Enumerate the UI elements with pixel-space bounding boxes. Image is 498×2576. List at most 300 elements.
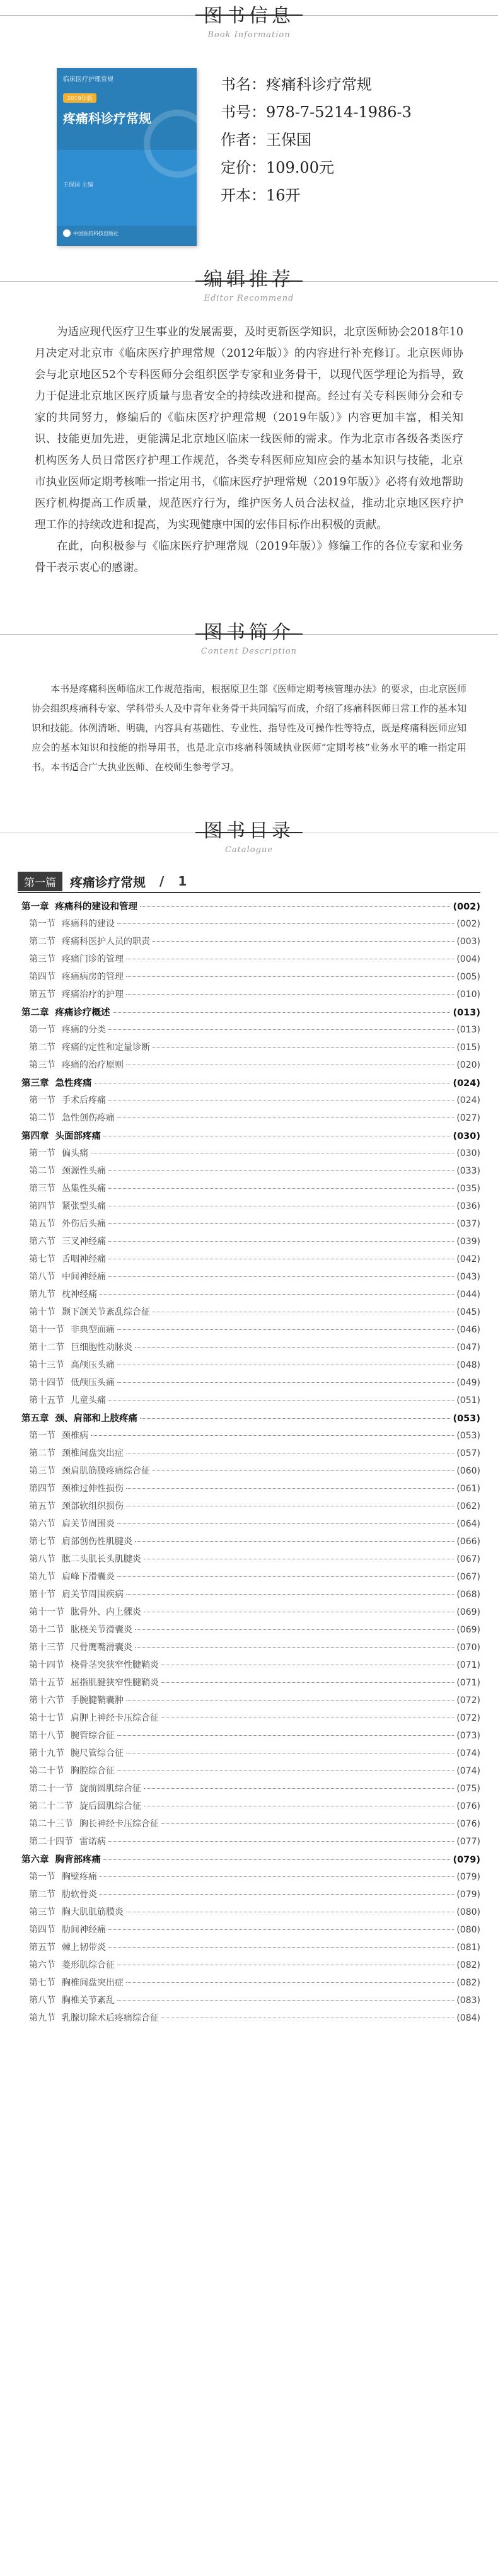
toc-label: 第三节 [29,1907,55,1917]
toc-page-number: (068) [456,1590,480,1600]
toc-page-number: (072) [456,1695,480,1706]
toc-label: 第一节 [29,1431,55,1441]
toc-page-number: (045) [456,1307,480,1317]
toc-label: 第十二节 [29,1625,64,1635]
toc-page-number: (053) [456,1431,480,1441]
toc-leader-dots [135,1629,454,1630]
toc-title: 桡骨茎突狭窄性腱鞘炎 [71,1660,159,1670]
toc-title: 胸背部疼痛 [55,1855,101,1865]
toc-chapter-row[interactable] [21,1005,480,1023]
toc-section-row[interactable] [21,917,480,935]
toc-section-row[interactable] [21,1535,480,1552]
toc-leader-dots [108,1241,454,1242]
book-title-line: 书名：疼痛科诊疗常规 [221,76,372,93]
toc-leader-dots [100,1876,454,1877]
toc-section-row[interactable] [21,1782,480,1799]
toc-section-row[interactable] [21,935,480,952]
toc-page-number: (074) [456,1766,480,1776]
toc-page-number: (057) [456,1448,480,1458]
toc-page-number: (076) [456,1819,480,1829]
toc-page-number: (027) [456,1113,480,1123]
toc-label: 第二十四节 [29,1837,73,1847]
toc-label: 第二十三节 [29,1819,73,1829]
toc-leader-dots [108,1188,454,1189]
toc-chapter-row[interactable] [21,1852,480,1870]
toc-page-number: (013) [456,1025,480,1035]
toc-title: 疼痛科的建设 [62,919,115,929]
toc-title: 胸腔综合征 [71,1766,115,1776]
toc-section-row[interactable] [21,970,480,988]
toc-leader-dots [108,1276,454,1277]
toc-section-row[interactable] [21,1517,480,1535]
toc-leader-dots [126,994,454,995]
toc-label: 第六章 [21,1855,49,1865]
toc-title: 非典型面痛 [71,1325,115,1335]
toc-section-row[interactable] [21,1217,480,1235]
paragraph: 本书是疼痛科医师临床工作规范指南，根据原卫生部《医师定期考核管理办法》的要求，由北京医师协会组织疼痛科专家、学科带头人及中青年业务骨干共同编写而成，介绍了疼痛科医师日常工作的基本知识和技能。体例清晰、明确，内容具有基础性、专业性、指导性及可操作性等特点，既是疼痛科医师应知应会的基本知识和技能的指导用书，也是北京市疼痛科领域执业医师“定期考核”业务水平的唯一指定用书。本书适合广大执业医师、在校师生参考学习。 [32,683,467,773]
toc-title: 颈肩肌筋膜疼痛综合征 [62,1466,150,1476]
toc-chapter-row[interactable] [21,899,480,917]
toc-label: 第十三节 [29,1643,64,1653]
book-info-body [0,68,498,246]
toc-title: 旋后圆肌综合征 [79,1801,141,1811]
toc-leader-dots [153,1470,454,1471]
toc-label: 第六节 [29,1960,55,1970]
paragraph: 在此，向积极参与《临床医疗护理常规（2019年版）》修编工作的各位专家和业务骨干表示衷心的感谢。 [35,540,463,574]
toc-title: 枕神经痛 [62,1290,97,1300]
toc-leader-dots [100,1294,454,1295]
toc-page-number: (084) [456,2013,480,2023]
toc-page-number: (044) [456,1290,480,1300]
toc-title: 疼痛的治疗原则 [62,1060,124,1070]
toc-title: 头面部疼痛 [55,1131,101,1141]
heading-zh: 图书简介 [204,621,294,644]
toc-label: 第十六节 [29,1695,64,1706]
toc-page-number: (071) [456,1660,480,1670]
toc-title: 雷诺病 [79,1837,106,1847]
toc-section-row[interactable] [21,1623,480,1641]
part-slash: / [159,874,165,889]
toc-leader-dots [100,1894,454,1895]
toc-section-row[interactable] [21,1658,480,1676]
toc-section-row[interactable] [21,1235,480,1252]
summary-heading [0,616,498,656]
toc-label: 第二十节 [29,1766,64,1776]
toc-title: 肩胛上神经卡压综合征 [71,1713,159,1723]
toc-label: 第七节 [29,1978,55,1988]
toc-section-row[interactable] [21,1146,480,1164]
toc-page-number: (079) [456,1872,480,1882]
toc-label: 第十四节 [29,1378,64,1388]
toc-leader-dots [108,1841,454,1842]
toc-label: 第七节 [29,1537,55,1547]
toc-title: 肩关节周围疾病 [62,1590,124,1600]
toc-section-row[interactable] [21,1447,480,1464]
toc-section-row[interactable] [21,1870,480,1888]
toc-title: 高颅压头痛 [71,1360,115,1370]
heading-en: Book Information [207,30,291,40]
toc-label: 第十节 [29,1307,55,1317]
catalogue-section [0,796,498,2029]
toc-label: 第二章 [21,1008,49,1018]
toc-title: 肱骨外、内上髁炎 [71,1607,141,1617]
toc-label: 第二节 [29,1043,55,1053]
toc-page-number: (060) [456,1466,480,1476]
toc-title: 尺骨鹰嘴滑囊炎 [71,1643,132,1653]
toc-section-row[interactable] [21,1835,480,1852]
toc-label: 第二十二节 [29,1801,73,1811]
toc-label: 第五节 [29,1501,55,1511]
toc-page-number: (039) [456,1237,480,1247]
toc-label: 第十一节 [29,1607,64,1617]
toc-section-row[interactable] [21,1994,480,2011]
toc-page-number: (064) [456,1519,480,1529]
toc-leader-dots [108,1929,454,1930]
toc-page-number: (080) [456,1907,480,1917]
toc-page-number: (081) [456,1943,480,1953]
summary-text [0,679,498,777]
toc-title: 偏头痛 [62,1148,88,1158]
toc-page-number: (072) [456,1713,480,1723]
toc-page-number: (013) [453,1008,480,1018]
toc-title: 外伤后头痛 [62,1219,106,1229]
toc-label: 第十五节 [29,1678,64,1688]
cover-edition-badge: 2019年版 [63,93,96,103]
toc-label: 第十七节 [29,1713,64,1723]
toc-title: 胸椎间盘突出症 [62,1978,124,1988]
toc-title: 腕尺管综合征 [71,1748,124,1759]
publisher-logo-icon [63,229,71,237]
heading-en: Catalogue [224,845,274,855]
toc-page-number: (003) [456,937,480,947]
toc-label: 第六节 [29,1237,55,1247]
toc-title: 颈部软组织损伤 [62,1501,124,1511]
toc-label: 第二十一节 [29,1784,73,1794]
toc-leader-dots [117,1770,454,1771]
toc-section-row[interactable] [21,1199,480,1217]
part-header [18,870,480,893]
toc-section-row[interactable] [21,2011,480,2029]
toc-page-number: (071) [456,1678,480,1688]
toc-title: 急性疼痛 [55,1078,92,1089]
toc-title: 肱桡关节滑囊炎 [71,1625,132,1635]
toc-section-row[interactable] [21,1305,480,1323]
toc-label: 第五节 [29,1943,55,1953]
toc-section-row[interactable] [21,1164,480,1182]
toc-title: 肱二头肌长头肌腱炎 [62,1554,141,1564]
toc-section-row[interactable] [21,1376,480,1394]
toc-page-number: (002) [453,902,480,912]
toc-page-number: (069) [456,1607,480,1617]
toc-label: 第六节 [29,1519,55,1529]
toc-page-number: (061) [456,1484,480,1494]
toc-label: 第三节 [29,1060,55,1070]
toc-section-row[interactable] [21,1111,480,1129]
toc-page-number: (077) [456,1837,480,1847]
toc-page-number: (049) [456,1378,480,1388]
toc-page-number: (079) [453,1855,480,1865]
toc-title: 肩峰下滑囊炎 [62,1572,115,1582]
toc-label: 第三节 [29,954,55,964]
toc-section-row[interactable] [21,1499,480,1517]
toc-page-number: (024) [456,1095,480,1106]
toc-page-number: (067) [456,1572,480,1582]
toc-label: 第十二节 [29,1343,64,1353]
toc-title: 腕管综合征 [71,1731,115,1741]
toc-chapter-row[interactable] [21,1076,480,1094]
toc-label: 第五节 [29,1219,55,1229]
toc-section-row[interactable] [21,1588,480,1605]
toc-leader-dots [140,1418,450,1419]
toc-leader-dots [103,1859,450,1860]
toc-section-row[interactable] [21,1976,480,1994]
heading-zh: 图书信息 [204,5,294,27]
toc-leader-dots [126,1982,454,1983]
toc-page-number: (082) [456,1978,480,1988]
toc-page-number: (005) [456,972,480,982]
toc-leader-dots [161,1682,454,1683]
toc-title: 颈椎过伸性损伤 [62,1484,124,1494]
toc-page-number: (074) [456,1748,480,1759]
toc-page-number: (004) [456,954,480,964]
toc-page-number: (073) [456,1731,480,1741]
toc-title: 疼痛科医护人员的职责 [62,937,150,947]
toc-section-row[interactable] [21,1729,480,1747]
toc-section-row[interactable] [21,1041,480,1058]
toc-leader-dots [117,1329,454,1330]
toc-title: 颈、肩部和上肢疼痛 [55,1414,137,1424]
toc-label: 第四节 [29,972,55,982]
toc-title: 疼痛病房的管理 [62,972,124,982]
toc-title: 手术后疼痛 [62,1095,106,1106]
toc-page-number: (030) [456,1148,480,1158]
toc-label: 第三章 [21,1078,49,1089]
toc-leader-dots [108,1223,454,1224]
toc-label: 第一节 [29,919,55,929]
toc-page-number: (036) [456,1201,480,1211]
toc-leader-dots [135,1647,454,1648]
toc-section-row[interactable] [21,1323,480,1341]
toc-section-row[interactable] [21,1288,480,1305]
toc-leader-dots [153,1047,454,1048]
toc-section-row[interactable] [21,1252,480,1270]
toc-label: 第八节 [29,1554,55,1564]
toc-leader-dots [117,2000,454,2001]
toc-title: 急性创伤疼痛 [62,1113,115,1123]
toc-page-number: (043) [456,1272,480,1282]
toc-label: 第十四节 [29,1660,64,1670]
toc-section-row[interactable] [21,1799,480,1817]
book-info-section [0,0,498,251]
toc-section-row[interactable] [21,1058,480,1076]
toc-label: 第十九节 [29,1748,64,1759]
toc-section-row[interactable] [21,1570,480,1588]
toc-label: 第三节 [29,1184,55,1194]
toc-list [21,899,480,2029]
toc-section-row[interactable] [21,1764,480,1782]
toc-section-row[interactable] [21,952,480,970]
toc-label: 第四节 [29,1201,55,1211]
toc-label: 第二节 [29,1166,55,1176]
heading-zh: 编辑推荐 [204,269,294,291]
toc-page-number: (020) [456,1060,480,1070]
toc-label: 第九节 [29,1290,55,1300]
toc-title: 胸长神经卡压综合征 [79,1819,159,1829]
toc-title: 肩部创伤性肌腱炎 [62,1537,132,1547]
toc-leader-dots [135,1541,454,1542]
toc-label: 第十节 [29,1590,55,1600]
toc-label: 第五章 [21,1414,49,1424]
toc-label: 第八节 [29,1996,55,2006]
toc-page-number: (051) [456,1395,480,1406]
editor-recommend-text [0,321,498,579]
toc-section-row[interactable] [21,1270,480,1288]
toc-page-number: (070) [456,1643,480,1653]
toc-title: 疼痛的定性和定量诊断 [62,1043,150,1053]
toc-label: 第一节 [29,1025,55,1035]
cover-series-text: 临床医疗护理常规 [63,76,113,83]
toc-section-row[interactable] [21,1747,480,1764]
toc-leader-dots [108,1400,454,1401]
toc-leader-dots [126,1594,454,1595]
toc-section-row[interactable] [21,1923,480,1941]
toc-section-row[interactable] [21,1888,480,1905]
paragraph: 为适应现代医疗卫生事业的发展需要，及时更新医学知识，北京医师协会2018年10月决定对北京市《临床医疗护理常规（2012年版）》的内容进行补充修订。北京医师协会与北京地区52个专科医师分会组织医学专家和业务骨干，以现代医学理论为指导，致力于促进北京地区医疗质量与患者安全的持续改进和提高。经过有关专科医师分会和专家的共同努力，修编后的《临床医疗护理常规（2019年版）》内容更加丰富，相关知识、技能更加先进，更能满足北京地区临床一线医师的需求。作为北京市各级各类医疗机构医务人员日常医疗护理工作规范，各类专科医师应知应会的基本知识与技能，北京市执业医师定期考核唯一指定用书，《临床医疗护理常规（2019年版）》必将有效地帮助医疗机构提高工作质量，规范医疗行为，维护医务人员合法权益，推动北京地区医疗护理工作的持续改进和提高，为实现健康中国的宏伟目标作出积极的贡献。 [35,326,463,531]
toc-page-number: (047) [456,1343,480,1353]
toc-label: 第十一节 [29,1325,64,1335]
toc-title: 疼痛的分类 [62,1025,106,1035]
book-cover-image [57,68,197,246]
heading-zh: 图书目录 [204,820,294,842]
toc-label: 第九节 [29,1572,55,1582]
toc-section-row[interactable] [21,1394,480,1411]
toc-section-row[interactable] [21,1605,480,1623]
toc-label: 第八节 [29,1272,55,1282]
toc-page-number: (069) [456,1625,480,1635]
toc-title: 紧张型头痛 [62,1201,106,1211]
heading-en: Content Description [200,647,298,656]
toc-leader-dots [91,1435,454,1436]
toc-section-row[interactable] [21,988,480,1005]
toc-label: 第一节 [29,1148,55,1158]
toc-section-row[interactable] [21,1358,480,1376]
toc-label: 第二节 [29,937,55,947]
toc-leader-dots [108,1170,454,1171]
toc-leader-dots [117,1735,454,1736]
part-number: 1 [178,874,187,889]
toc-title: 胸椎关节紊乱 [62,1996,115,2006]
toc-section-row[interactable] [21,1641,480,1658]
toc-chapter-row[interactable] [21,1411,480,1429]
toc-section-row[interactable] [21,1023,480,1041]
toc-title: 丛集性头痛 [62,1184,106,1194]
toc-section-row[interactable] [21,1341,480,1358]
toc-section-row[interactable] [21,1182,480,1199]
toc-page-number: (067) [456,1554,480,1564]
toc-leader-dots [126,1700,454,1701]
toc-section-row[interactable] [21,1094,480,1111]
toc-chapter-row[interactable] [21,1129,480,1146]
toc-page-number: (053) [453,1414,480,1424]
toc-title: 旋前圆肌综合征 [79,1784,141,1794]
toc-section-row[interactable] [21,1941,480,1958]
toc-leader-dots [117,1576,454,1577]
toc-page-number: (075) [456,1784,480,1794]
toc-section-row[interactable] [21,1694,480,1711]
toc-page-number: (083) [456,1996,480,2006]
toc-leader-dots [153,941,454,942]
toc-leader-dots [161,1823,454,1824]
toc-title: 手腕腱鞘囊肿 [71,1695,124,1706]
price-line: 定价：109.00元 [221,159,334,176]
toc-page-number: (037) [456,1219,480,1229]
toc-page-number: (042) [456,1254,480,1264]
toc-page-number: (080) [456,1925,480,1935]
toc-title: 棘上韧带炎 [62,1943,106,1953]
toc-label: 第十五节 [29,1395,64,1406]
toc-page-number: (015) [456,1043,480,1053]
toc-page-number: (046) [456,1325,480,1335]
toc-section-row[interactable] [21,1676,480,1694]
book-info-list [221,68,412,209]
toc-label: 第二节 [29,1448,55,1458]
toc-section-row[interactable] [21,1711,480,1729]
toc-title: 三叉神经痛 [62,1237,106,1247]
toc-label: 第七节 [29,1254,55,1264]
toc-section-row[interactable] [21,1552,480,1570]
toc-leader-dots [113,1012,451,1013]
toc-title: 菱形肌综合征 [62,1960,115,1970]
toc-title: 肋软骨炎 [62,1890,97,1900]
toc-title: 肩关节周围炎 [62,1519,115,1529]
toc-label: 第一节 [29,1095,55,1106]
toc-title: 颈源性头痛 [62,1166,106,1176]
toc-label: 第十八节 [29,1731,64,1741]
toc-section-row[interactable] [21,1464,480,1482]
toc-section-row[interactable] [21,1905,480,1923]
editor-recommend-section [0,251,498,579]
toc-leader-dots [108,1947,454,1948]
part-badge: 第一篇 [18,872,62,891]
toc-leader-dots [117,1382,454,1383]
toc-leader-dots [117,923,454,924]
toc-section-row[interactable] [21,1482,480,1499]
toc-section-row[interactable] [21,1429,480,1447]
toc-page-number: (002) [456,919,480,929]
toc-title: 疼痛门诊的管理 [62,954,124,964]
isbn-line: 书号：978-7-5214-1986-3 [221,103,412,121]
book-info-heading [0,0,498,40]
toc-title: 颈椎病 [62,1431,88,1441]
toc-title: 疼痛诊疗概述 [55,1008,110,1018]
toc-leader-dots [126,976,454,977]
toc-page-number: (033) [456,1166,480,1176]
editor-recommend-heading [0,263,498,303]
toc-title: 巨细胞性动脉炎 [71,1343,132,1353]
toc-page-number: (035) [456,1184,480,1194]
toc-label: 第二节 [29,1113,55,1123]
toc-title: 舌咽神经痛 [62,1254,106,1264]
toc-page-number: (048) [456,1360,480,1370]
toc-label: 第十三节 [29,1360,64,1370]
toc-label: 第四章 [21,1131,49,1141]
toc-title: 疼痛治疗的护理 [62,990,124,1000]
summary-section [0,598,498,777]
toc-title: 儿童头痛 [71,1395,106,1406]
toc-section-row[interactable] [21,1958,480,1976]
toc-label: 第三节 [29,1466,55,1476]
toc-section-row[interactable] [21,1817,480,1835]
